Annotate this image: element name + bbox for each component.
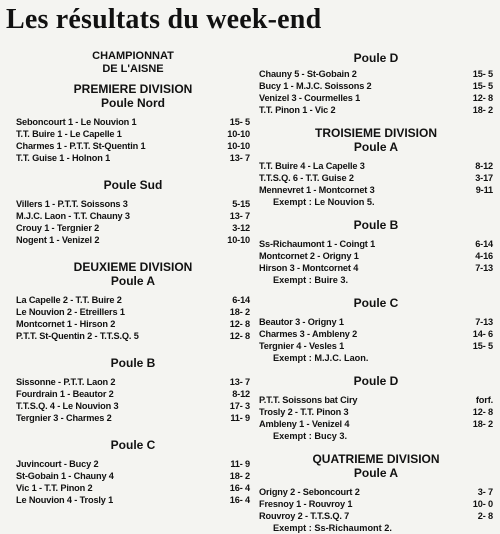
result-row: [259, 68, 493, 80]
result-row: [259, 104, 493, 116]
result-row: [16, 128, 250, 140]
match: Nogent 1 - Venizel 2: [16, 235, 100, 245]
score: 18- 2: [472, 419, 493, 429]
match: Tergnier 4 - Vesles 1: [259, 341, 345, 351]
score: 16- 4: [229, 495, 250, 505]
championnat-heading-line-1: CHAMPIONNAT: [92, 50, 174, 62]
score: 10-10: [227, 235, 250, 245]
score: forf.: [475, 395, 493, 405]
score: 13- 7: [229, 211, 250, 221]
result-row: [259, 328, 493, 340]
match: Chauny 5 - St-Gobain 2: [259, 69, 357, 79]
match: T.T. Buire 1 - Le Capelle 1: [16, 129, 122, 139]
poule-a-heading: Poule A: [110, 274, 156, 288]
score: 3-17: [475, 173, 493, 183]
exempt-note: Exempt : Ss-Richaumont 2.: [273, 523, 392, 533]
match: P.T.T. Soissons bat Ciry: [259, 395, 358, 405]
poule-nord-heading: Poule Nord: [100, 96, 165, 110]
match: St-Gobain 1 - Chauny 4: [16, 471, 114, 481]
match: T.T. Guise 1 - Holnon 1: [16, 153, 111, 163]
score: 12- 8: [229, 331, 250, 341]
match: P.T.T. St-Quentin 2 - T.T.S.Q. 5: [16, 331, 139, 341]
result-row: [259, 262, 493, 274]
result-row: [16, 412, 250, 424]
result-row: [16, 458, 250, 470]
score: 6-14: [232, 295, 250, 305]
score: 3-12: [232, 223, 250, 233]
score: 15- 5: [472, 81, 493, 91]
score: 11- 9: [230, 459, 250, 469]
score: 7-13: [475, 263, 493, 273]
match: Hirson 3 - Montcornet 4: [259, 263, 359, 273]
poule-b-results: [259, 238, 493, 286]
match: Montcornet 2 - Origny 1: [259, 251, 359, 261]
result-row: [16, 222, 250, 234]
score: 13- 7: [229, 153, 250, 163]
score: 8-12: [475, 161, 493, 171]
score: 5-15: [232, 199, 250, 209]
poule-b-results: [16, 376, 250, 424]
score: 16- 4: [229, 483, 250, 493]
poule-c-heading: Poule C: [353, 296, 399, 310]
match: Ambleny 1 - Venizel 4: [259, 419, 350, 429]
match: Charmes 3 - Ambleny 2: [259, 329, 358, 339]
result-row: [16, 294, 250, 306]
championnat-heading-line-2: DE L'AISNE: [102, 63, 164, 75]
score: 15- 5: [472, 69, 493, 79]
poule-d-results: [259, 68, 493, 116]
result-row: [259, 498, 493, 510]
poule-a-results: [259, 486, 493, 534]
score: 3- 7: [477, 487, 493, 497]
match: Tergnier 3 - Charmes 2: [16, 413, 112, 423]
result-row: [16, 318, 250, 330]
result-row: [259, 80, 493, 92]
exempt-note: Exempt : Le Nouvion 5.: [273, 197, 375, 207]
match: M.J.C. Laon - T.T. Chauny 3: [16, 211, 130, 221]
result-row: [16, 330, 250, 342]
result-row: [259, 316, 493, 328]
score: 9-11: [475, 185, 493, 195]
score: 2- 8: [477, 511, 493, 521]
result-row: [259, 92, 493, 104]
exempt-note: Exempt : Bucy 3.: [273, 431, 348, 441]
poule-a-heading: Poule A: [353, 140, 399, 154]
troisieme-division-heading: TROISIEME DIVISION: [314, 126, 437, 140]
result-row: [259, 238, 493, 250]
match: Fresnoy 1 - Rouvroy 1: [259, 499, 353, 509]
poule-c-results: [259, 316, 493, 364]
quatrieme-division-heading: QUATRIEME DIVISION: [312, 452, 440, 466]
score: 10-10: [227, 129, 250, 139]
score: 18- 2: [472, 105, 493, 115]
poule-a-heading: Poule A: [353, 466, 399, 480]
result-row: [16, 152, 250, 164]
score: 10- 0: [472, 499, 493, 509]
poule-sud-results: [16, 198, 250, 246]
score: 13- 7: [229, 377, 250, 387]
result-row: [16, 210, 250, 222]
result-row: [16, 482, 250, 494]
match: Le Nouvion 4 - Trosly 1: [16, 495, 114, 505]
match: Le Nouvion 2 - Etreillers 1: [16, 307, 125, 317]
poule-a-results: [259, 160, 493, 208]
poule-d-heading: Poule D: [353, 51, 399, 65]
score: 14- 6: [472, 329, 493, 339]
match: T.T. Buire 4 - La Capelle 3: [259, 161, 365, 171]
score: 12- 8: [229, 319, 250, 329]
poule-a-results: [16, 294, 250, 342]
match: Crouy 1 - Tergnier 2: [16, 223, 100, 233]
score: 8-12: [232, 389, 250, 399]
result-row: [259, 172, 493, 184]
match: Origny 2 - Seboncourt 2: [259, 487, 360, 497]
match: Villers 1 - P.T.T. Soissons 3: [16, 199, 128, 209]
match: Rouvroy 2 - T.T.S.Q. 7: [259, 511, 350, 521]
match: Seboncourt 1 - Le Nouvion 1: [16, 117, 137, 127]
score: 18- 2: [229, 307, 250, 317]
result-row: [259, 510, 493, 522]
poule-nord-results: [16, 116, 250, 164]
match: T.T. Pinon 1 - Vic 2: [259, 105, 336, 115]
poule-b-heading: Poule B: [110, 356, 156, 370]
poule-b-heading: Poule B: [353, 218, 399, 232]
result-row: [16, 376, 250, 388]
page-title: Les résultats du week-end: [6, 4, 322, 35]
right-column: [259, 51, 493, 534]
match: Sissonne - P.T.T. Laon 2: [16, 377, 116, 387]
result-row: [16, 388, 250, 400]
result-row: [259, 250, 493, 262]
match: Trosly 2 - T.T. Pinon 3: [259, 407, 349, 417]
result-row: [16, 140, 250, 152]
result-row: [16, 116, 250, 128]
score: 12- 8: [472, 93, 493, 103]
poule-c-results: [16, 458, 250, 506]
poule-sud-heading: Poule Sud: [103, 178, 163, 192]
score: 12- 8: [472, 407, 493, 417]
match: Bucy 1 - M.J.C. Soissons 2: [259, 81, 372, 91]
result-row: [259, 184, 493, 196]
result-row: [16, 470, 250, 482]
match: Beautor 3 - Origny 1: [259, 317, 344, 327]
result-row: [16, 198, 250, 210]
poule-c-heading: Poule C: [110, 438, 156, 452]
match: Montcornet 1 - Hirson 2: [16, 319, 116, 329]
result-row: [259, 340, 493, 352]
poule-d-results: [259, 394, 493, 442]
score: 18- 2: [229, 471, 250, 481]
match: La Capelle 2 - T.T. Buire 2: [16, 295, 122, 305]
match: Venizel 3 - Courmelles 1: [259, 93, 361, 103]
result-row: [16, 400, 250, 412]
match: Mennevret 1 - Montcornet 3: [259, 185, 375, 195]
result-row: [16, 234, 250, 246]
match: Fourdrain 1 - Beautor 2: [16, 389, 114, 399]
exempt-note: Exempt : M.J.C. Laon.: [273, 353, 369, 363]
deuxieme-division-heading: DEUXIEME DIVISION: [73, 260, 193, 274]
match: Juvincourt - Bucy 2: [16, 459, 99, 469]
result-row: [259, 160, 493, 172]
result-row: [259, 418, 493, 430]
match: T.T.S.Q. 4 - Le Nouvion 3: [16, 401, 119, 411]
poule-d-heading: Poule D: [353, 374, 399, 388]
result-row: [16, 306, 250, 318]
score: 11- 9: [230, 413, 250, 423]
score: 4-16: [475, 251, 493, 261]
exempt-note: Exempt : Buire 3.: [273, 275, 349, 285]
score: 7-13: [475, 317, 493, 327]
result-row: [16, 494, 250, 506]
result-row: [259, 394, 493, 406]
result-row: [259, 406, 493, 418]
premiere-division-heading: PREMIERE DIVISION: [73, 82, 193, 96]
score: 10-10: [227, 141, 250, 151]
score: 6-14: [475, 239, 493, 249]
result-row: [259, 486, 493, 498]
score: 15- 5: [472, 341, 493, 351]
score: 15- 5: [229, 117, 250, 127]
left-column: [16, 50, 250, 506]
match: Ss-Richaumont 1 - Coingt 1: [259, 239, 376, 249]
match: T.T.S.Q. 6 - T.T. Guise 2: [259, 173, 354, 183]
match: Charmes 1 - P.T.T. St-Quentin 1: [16, 141, 146, 151]
score: 17- 3: [229, 401, 250, 411]
match: Vic 1 - T.T. Pinon 2: [16, 483, 93, 493]
